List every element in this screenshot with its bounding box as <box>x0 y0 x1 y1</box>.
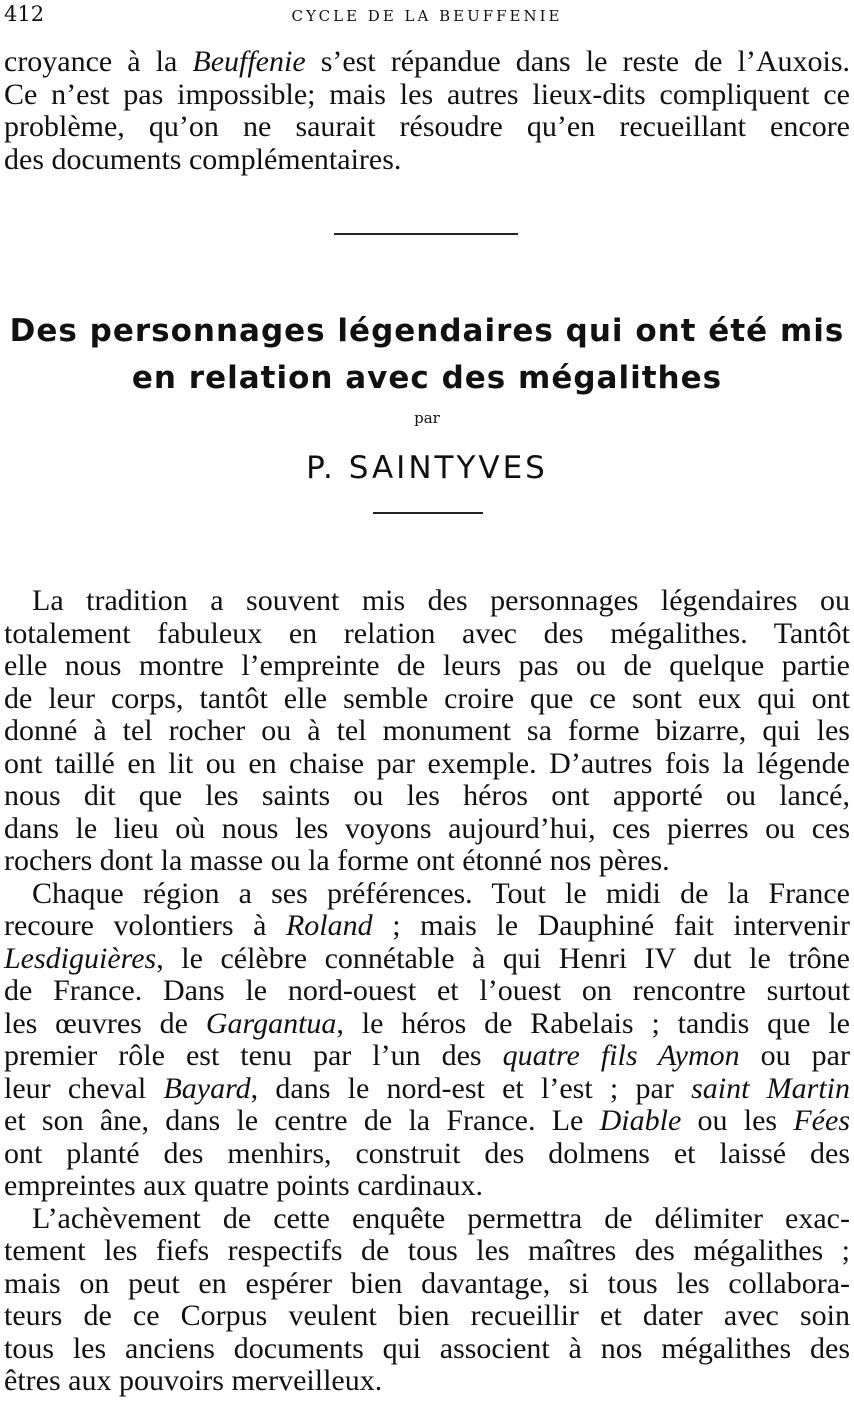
text-line: donné à tel rocher ou à tel monument sa forme bizarre, qui les <box>4 714 850 747</box>
text-line: ont taillé en lit ou en chaise par exemple. D’autres fois la légende <box>4 746 850 780</box>
paragraph-2 <box>4 878 850 1203</box>
emphasis: Gargantua <box>205 1006 337 1040</box>
text-line: êtres aux pouvoirs merveilleux. <box>4 1364 383 1397</box>
article-title-line-2: en relation avec des mégalithes <box>131 360 723 396</box>
paragraph-3 <box>4 1203 850 1398</box>
emphasis: Roland <box>285 909 373 942</box>
text-line: de France. Dans le nord-ouest et l’ouest on rencontre surtout <box>4 974 850 1007</box>
author-name: P. SAINTYVES <box>306 450 548 486</box>
emphasis: Fées <box>793 1104 850 1137</box>
text-line: Lesdiguières, le célèbre connétable à qui Henri IV dut le trône <box>4 941 850 975</box>
text-line: La tradition a souvent mis des personnages légendaires ou <box>32 584 850 617</box>
emphasis: Bayard <box>163 1071 251 1105</box>
text-line: problème, qu’on ne saurait résoudre qu’en recueillant encore <box>4 110 850 143</box>
text-line: et son âne, dans le centre de la France. Le Diable ou les Fées <box>4 1104 850 1137</box>
text-line: elle nous montre l’empreinte de leurs pas ou de quelque partie <box>4 649 850 682</box>
text-line: ont planté des menhirs, construit des dolmens et laissé des <box>4 1136 850 1170</box>
section-divider <box>334 233 518 235</box>
text-line: rochers dont la masse ou la forme ont étonné nos pères. <box>4 844 670 877</box>
text-line: totalement fabuleux en relation avec des mégalithes. Tantôt <box>4 616 850 650</box>
text-line: des documents complémentaires. <box>4 142 402 176</box>
text-line: empreintes aux quatre points cardinaux. <box>4 1169 484 1202</box>
emphasis: quatre fils Aymon <box>502 1039 740 1072</box>
title-divider <box>373 512 483 514</box>
paragraph-1 <box>4 585 850 878</box>
page-header <box>4 2 850 30</box>
text-line: recoure volontiers à Roland ; mais le Dauphiné fait intervenir <box>4 909 850 942</box>
text-line: tous les anciens documents qui associent à nos mégalithes des <box>4 1331 850 1365</box>
emphasis: Beuffenie <box>192 45 306 78</box>
text-line: teurs de ce Corpus veulent bien recueillir et dater avec soin <box>4 1299 850 1332</box>
text-line: les œuvres de Gargantua, le héros de Rabelais ; tandis que le <box>4 1006 850 1040</box>
text-line: de leur corps, tantôt elle semble croire que ce sont eux qui ont <box>4 681 850 715</box>
article-body <box>4 585 850 1398</box>
text-line: nous dit que les saints ou les héros ont apporté ou lancé, <box>4 779 850 812</box>
text-line: premier rôle est tenu par l’un des quatre fils Aymon ou par <box>4 1039 850 1072</box>
text-line: dans le lieu où nous les voyons aujourd’hui, ces pierres ou ces <box>4 811 850 845</box>
intro-paragraph <box>4 46 850 176</box>
emphasis: Diable <box>599 1104 682 1137</box>
byline-par: par <box>414 409 440 427</box>
text-line: croyance à la Beuffenie s’est répandue dans le reste de l’Auxois. <box>4 45 851 78</box>
text-line: Chaque région a ses préférences. Tout le midi de la France <box>32 876 850 910</box>
text-line: leur cheval Bayard, dans le nord-est et l’est ; par saint Martin <box>4 1071 850 1105</box>
article-title-line-1: Des personnages légendaires qui ont été mis <box>9 313 845 349</box>
page-number: 412 <box>4 2 45 26</box>
text-line: Ce n’est pas impossible; mais les autres lieux-dits compliquent ce <box>4 77 850 111</box>
text-line: L’achèvement de cette enquête permettra de délimiter exac- <box>32 1201 850 1235</box>
running-title: CYCLE DE LA BEUFFENIE <box>291 7 563 25</box>
text-line: mais on peut en espérer bien davantage, si tous les collabora- <box>4 1266 850 1300</box>
emphasis: Lesdiguières <box>4 941 157 975</box>
emphasis: saint Martin <box>691 1071 850 1105</box>
text-line: tement les fiefs respectifs de tous les maîtres des mégalithes ; <box>4 1234 850 1267</box>
